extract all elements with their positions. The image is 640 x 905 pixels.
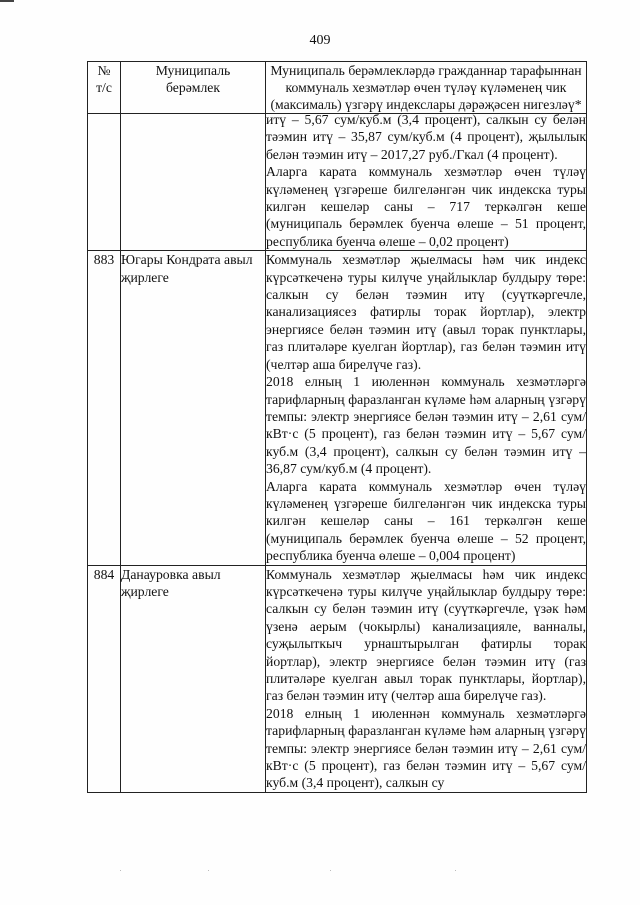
num-cell-empty — [88, 114, 121, 251]
header-municipality: Муниципаль берәмлек — [121, 62, 266, 114]
header-basis-text: Муниципаль берәмлекләрдә гражданнар тарафыннан коммуналь хезмәтләр өчен түләү күләменең чик (максималь) үзгәрү индекслары дәрәҗәсен нигезләү* — [270, 63, 582, 112]
desc-cell — [266, 565, 587, 792]
tariff-index-table — [87, 61, 587, 793]
municipality-name: Югары Кондрата авыл җирлеге — [121, 251, 266, 565]
desc-cell-continuation — [266, 114, 587, 251]
table-header-row — [88, 62, 587, 114]
amenities-paragraph: Коммуналь хезмәтләр җыелмасы һәм чик индекс күрсәткеченә туры килүче уңайлыклар булдыру төре: салкын су белән тәэмин итү (суүткәргечле, канализациясез фатирлы торак йортлар), электр энергиясе белән тәэмин итү (авыл торак пунктлары, газ плитәләре куелган йортлар), газ белән тәэмин итү (челтәр аша бирелүче газ). — [266, 252, 586, 372]
amenities-paragraph: Коммуналь хезмәтләр җыелмасы һәм чик индекс күрсәткеченә туры килүче уңайлыклар булдыру төре: салкын су белән тәэмин итү (суүткәргечле, үзәк һәм үзенә аерым (чокырлы) канализацияле, ванналы, суҗылыткыч урнаштырылган фатирлы торак йортлар), электр энергиясе белән тәэмин итү (газ плитәләре куелган авыл торак пунктлары, йортлар), газ белән тәэмин итү (челтәр аша бирелүче газ). — [266, 566, 586, 704]
table-row — [88, 565, 587, 792]
municipality-name: Данауровка авыл җирлеге — [121, 565, 266, 792]
row-number: 883 — [88, 251, 121, 565]
scan-noise-dots — [0, 870, 640, 871]
header-num: № т/с — [88, 62, 121, 114]
scan-corner-mark — [0, 0, 14, 2]
row-number: 884 — [88, 565, 121, 792]
continuation-para-1: итү – 5,67 сум/куб.м (3,4 процент), салкын су белән тәэмин итү – 35,87 сум/куб.м (4 процент), җылылык белән тәэмин итү – 2017,27 руб./Гкал (4 процент). — [266, 112, 586, 162]
tariff-paragraph: 2018 елның 1 июленнән коммуналь хезмәтләргә тарифларның фаразланган күләме һәм аларның үзгәрү темпы: электр энергиясе белән тәэмин итү – 2,61 сум/кВт·с (5 процент), газ белән тәэмин итү – 5,67 сум/куб.м (3,4 процент), салкын су — [266, 705, 586, 791]
header-basis — [266, 62, 587, 114]
name-cell-empty — [121, 114, 266, 251]
page-number: 409 — [309, 33, 331, 48]
tariff-paragraph: 2018 елның 1 июленнән коммуналь хезмәтләргә тарифларның фаразланган күләме һәм аларның үзгәрү темпы: электр энергиясе белән тәэмин итү – 2,61 сум/кВт·с (5 процент), газ белән тәэмин итү – 5,67 сум/куб.м (3,4 процент), салкын су белән тәэмин итү – 36,87 сум/куб.м (4 процент). — [266, 374, 586, 477]
continuation-para-2: Аларга карата коммуналь хезмәтләр өчен түләү күләменең үзгәреше билгеләнгән чик индекска туры килгән кешеләр саны – 717 теркәлгән кеше (муниципаль берәмлек буенча өлеше – 51 процент, республика буенча өлеше – 0,02 процент) — [266, 164, 586, 249]
table-row — [88, 251, 587, 565]
table-row-continuation — [88, 114, 587, 251]
population-paragraph: Аларга карата коммуналь хезмәтләр өчен түләү күләменең үзгәреше билгеләнгән чик индекска туры килгән кешеләр саны – 161 теркәлгән кеше (муниципаль берәмлек буенча өлеше – 52 процент, республика буенча өлеше – 0,004 процент) — [266, 478, 586, 564]
desc-cell — [266, 251, 587, 565]
